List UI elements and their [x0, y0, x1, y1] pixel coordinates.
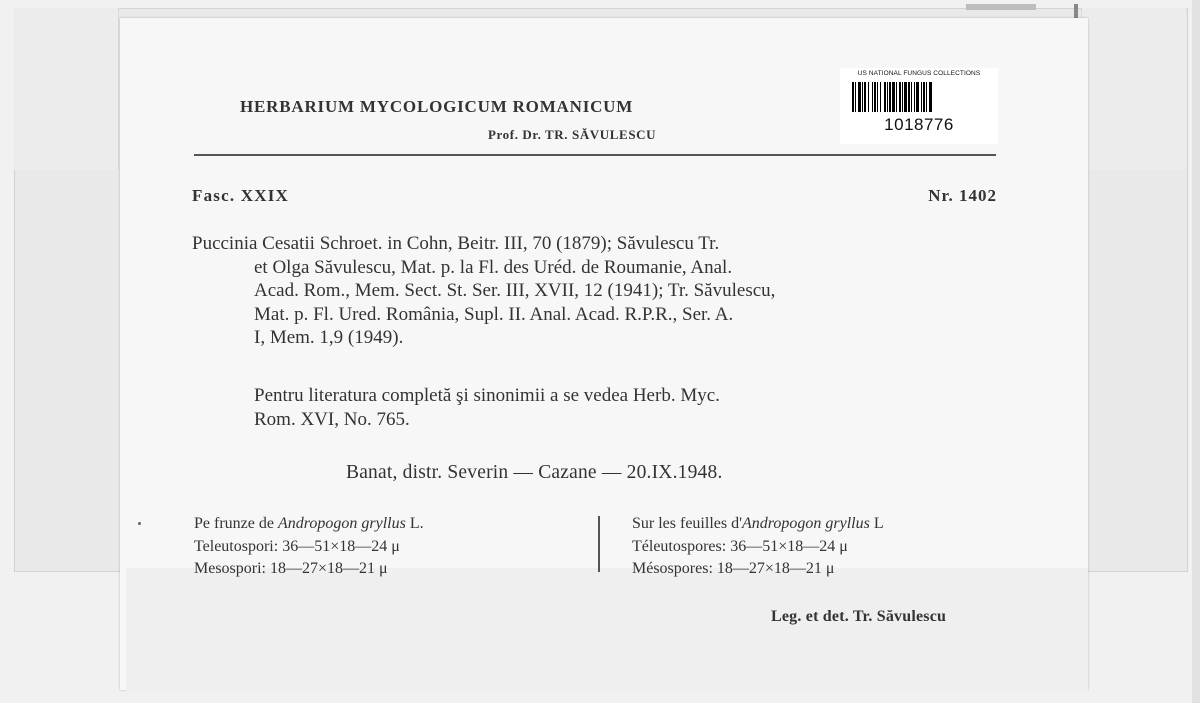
host-line [632, 513, 1022, 536]
header-rule [194, 154, 996, 156]
column-divider [598, 516, 600, 572]
host-name: Andropogon gryllus [277, 515, 406, 532]
label-lower-band [126, 568, 1088, 692]
locality: Banat, distr. Severin — Cazane — 20.IX.1948. [346, 462, 723, 483]
fascicle: Fasc. XXIX [192, 186, 289, 205]
host-details-romanian [194, 513, 584, 581]
host-details-french [632, 513, 1022, 581]
top-mark [966, 4, 1036, 10]
host-name: Andropogon gryllus [741, 515, 870, 532]
host-author: L [869, 515, 884, 532]
teleutospores: Téleutospores: 36—51×18—24 μ [632, 537, 848, 555]
host-author: L. [405, 515, 424, 532]
host-prefix: Sur les feuilles d' [632, 515, 742, 532]
literature-line: Rom. XVI, No. 765. [254, 409, 410, 430]
exsiccata-number: Nr. 1402 [928, 186, 997, 205]
dot-mark [138, 522, 141, 525]
barcode-label [840, 68, 998, 144]
host-prefix: Pe frunze de [194, 515, 278, 532]
citation [192, 232, 1000, 350]
literature-note [254, 384, 994, 432]
citation-line: I, Mem. 1,9 (1949). [254, 327, 404, 349]
herbarium-subtitle: Prof. Dr. TR. SĂVULESCU [488, 127, 657, 142]
barcode-collection: US NATIONAL FUNGUS COLLECTIONS [857, 70, 981, 77]
collector: Leg. et det. Tr. Săvulescu [771, 608, 947, 625]
citation-line: Acad. Rom., Mem. Sect. St. Ser. III, XVII, 12 (1941); Tr. Săvulescu, [254, 280, 776, 302]
envelope-flap-left [14, 8, 119, 170]
mesospores: Mésospores: 18—27×18—21 μ [632, 560, 835, 577]
citation-line: Puccinia Cesatii Schroet. in Cohn, Beitr. III, 70 (1879); Săvulescu Tr. [192, 233, 720, 254]
right-edge [1192, 0, 1200, 703]
barcode-number: 1018776 [884, 115, 954, 134]
mesospores: Mesospori: 18—27×18—21 μ [194, 560, 388, 577]
barcode-icon [852, 82, 986, 112]
host-line [194, 513, 584, 536]
top-mark-tick [1074, 4, 1078, 18]
literature-line: Pentru literatura completă şi sinonimii a se vedea Herb. Myc. [254, 385, 720, 406]
envelope-flap-right [1081, 8, 1186, 170]
teleutospores: Teleutospori: 36—51×18—24 μ [194, 537, 400, 555]
citation-line: et Olga Săvulescu, Mat. p. la Fl. des Uréd. de Roumanie, Anal. [254, 256, 733, 278]
herbarium-title: HERBARIUM MYCOLOGICUM ROMANICUM [240, 97, 634, 116]
citation-line: Mat. p. Fl. Ured. România, Supl. II. Anal. Acad. R.P.R., Ser. A. [254, 303, 734, 325]
